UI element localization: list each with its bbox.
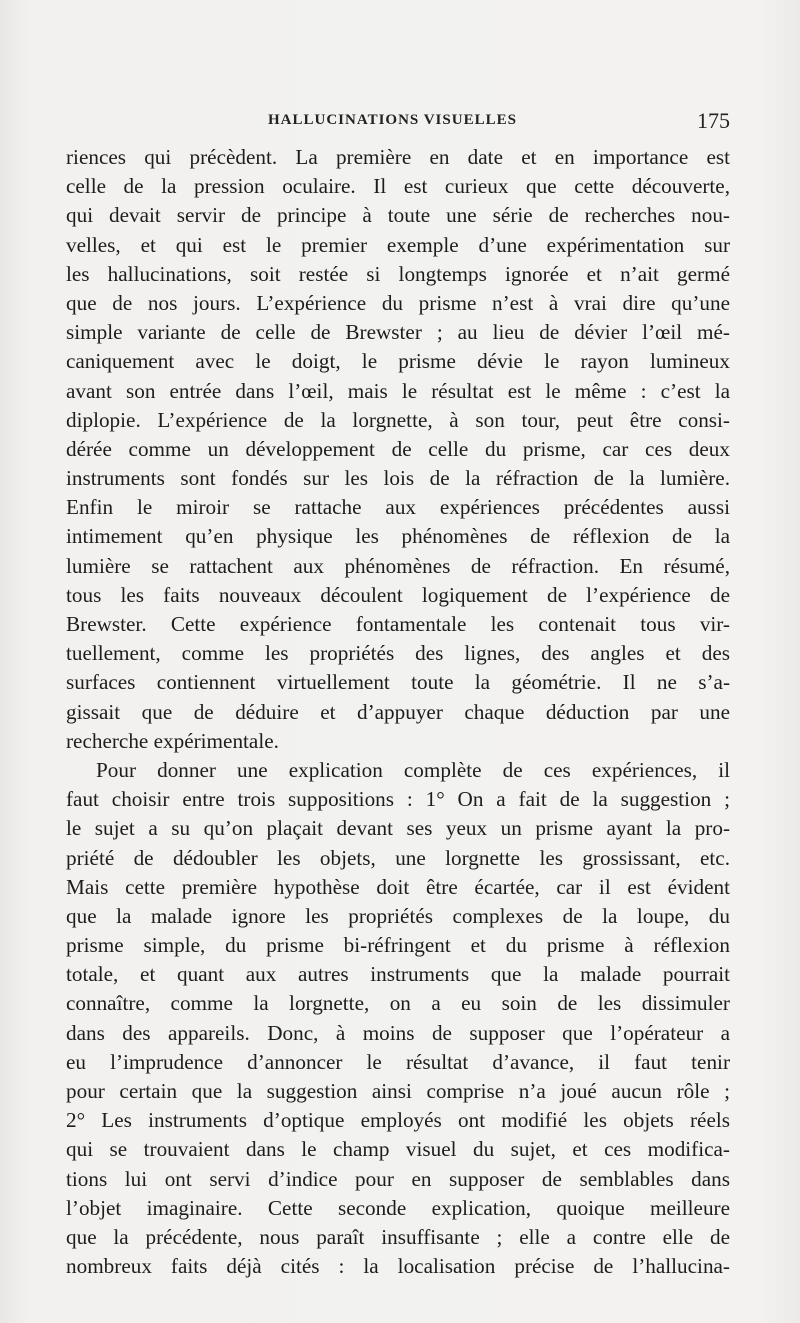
- text-line: Brewster. Cette expérience fontamentale les contenait tous vir-: [66, 612, 730, 636]
- text-line: nombreux faits déjà cités : la localisation précise de l’hallucina-: [66, 1254, 730, 1279]
- text-line: pour certain que la suggestion ainsi comprise n’a joué aucun rôle ;: [66, 1079, 730, 1103]
- text-line: avant son entrée dans l’œil, mais le résultat est le même : c’est la: [66, 378, 730, 403]
- text-line: les hallucinations, soit restée si longtemps ignorée et n’ait germé: [66, 261, 730, 286]
- text-line: riences qui précèdent. La première en date et en importance est: [66, 145, 730, 169]
- text-line: tions lui ont servi d’indice pour en supposer de semblables dans: [66, 1166, 730, 1191]
- text-line: totale, et quant aux autres instruments que la malade pourrait: [66, 962, 730, 987]
- text-line: priété de dédoubler les objets, une lorgnette les grossissant, etc.: [66, 845, 730, 870]
- text-line: que de nos jours. L’expérience du prisme n’est à vrai dire qu’une: [66, 290, 730, 315]
- text-line: dérée comme un développement de celle du prisme, car ces deux: [66, 436, 730, 461]
- text-line: que la précédente, nous paraît insuffisante ; elle a contre elle de: [66, 1224, 730, 1249]
- text-line: instruments sont fondés sur les lois de la réfraction de la lumière.: [66, 466, 730, 491]
- text-line: qui devait servir de principe à toute une série de recherches nou-: [66, 203, 730, 228]
- text-line: surfaces contiennent virtuellement toute la géométrie. Il ne s’a-: [66, 670, 730, 695]
- text-line: 2° Les instruments d’optique employés ont modifié les objets réels: [66, 1108, 730, 1133]
- text-line: tous les faits nouveaux découlent logiquement de l’expérience de: [66, 582, 730, 607]
- page-number: 175: [697, 108, 730, 133]
- text-line: Pour donner une explication complète de ces expériences, il: [96, 757, 730, 782]
- text-line: caniquement avec le doigt, le prisme dévie le rayon lumineux: [66, 349, 730, 374]
- text-line: prisme simple, du prisme bi-réfringent et du prisme à réflexion: [66, 933, 730, 958]
- text-line: le sujet a su qu’on plaçait devant ses yeux un prisme ayant la pro-: [66, 816, 730, 841]
- text-line: lumière se rattachent aux phénomènes de réfraction. En résumé,: [66, 553, 730, 578]
- text-line: qui se trouvaient dans le champ visuel du sujet, et ces modifica-: [66, 1137, 730, 1162]
- body-text: [66, 143, 730, 1281]
- text-line: connaître, comme la lorgnette, on a eu soin de les dissimuler: [66, 991, 730, 1016]
- text-line: velles, et qui est le premier exemple d’une expérimentation sur: [66, 232, 730, 257]
- text-line: tuellement, comme les propriétés des lignes, des angles et des: [66, 641, 730, 666]
- text-line: gissait que de déduire et d’appuyer chaque déduction par une: [66, 699, 730, 724]
- text-line: Mais cette première hypothèse doit être écartée, car il est évident: [66, 874, 730, 899]
- text-line: diplopie. L’expérience de la lorgnette, à son tour, peut être consi-: [66, 407, 730, 432]
- text-line: dans des appareils. Donc, à moins de supposer que l’opérateur a: [66, 1020, 730, 1045]
- text-line: intimement qu’en physique les phénomènes de réflexion de la: [66, 524, 730, 549]
- text-line: faut choisir entre trois suppositions : 1° On a fait de la suggestion ;: [66, 787, 730, 812]
- page-header: [66, 108, 730, 136]
- text-line: que la malade ignore les propriétés complexes de la loupe, du: [66, 903, 730, 928]
- text-line: eu l’imprudence d’annoncer le résultat d’avance, il faut tenir: [66, 1049, 730, 1074]
- text-line: l’objet imaginaire. Cette seconde explication, quoique meilleure: [66, 1195, 730, 1220]
- running-title: HALLUCINATIONS VISUELLES: [268, 112, 517, 128]
- text-line: celle de la pression oculaire. Il est curieux que cette découverte,: [66, 174, 730, 199]
- text-line: recherche expérimentale.: [66, 728, 279, 753]
- paragraph-2: [66, 756, 730, 1281]
- text-line: Enfin le miroir se rattache aux expériences précédentes aussi: [66, 495, 730, 520]
- paragraph-1: [66, 143, 730, 756]
- text-line: simple variante de celle de Brewster ; au lieu de dévier l’œil mé-: [66, 320, 730, 345]
